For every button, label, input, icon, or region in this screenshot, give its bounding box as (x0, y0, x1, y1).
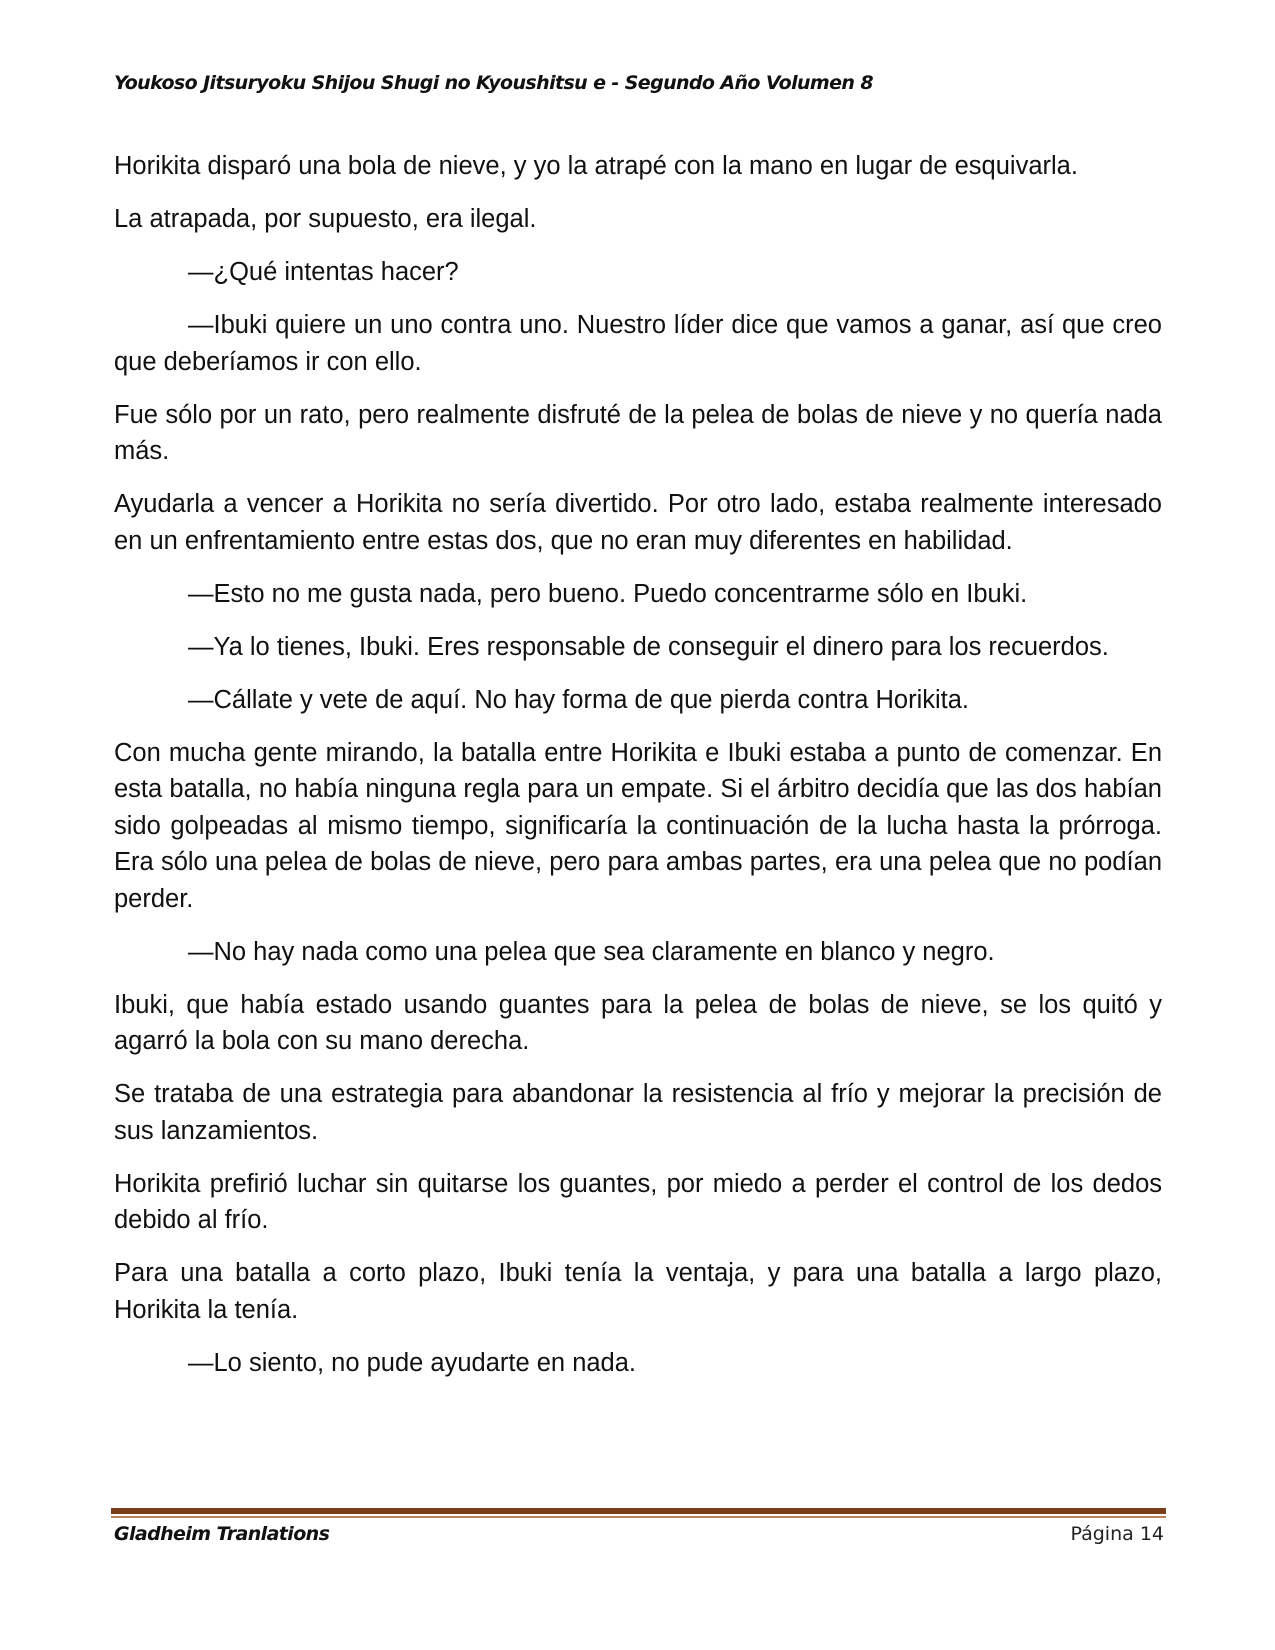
page-label: Página (1070, 1523, 1134, 1545)
footer-rule-thin (111, 1516, 1166, 1518)
footer-credit: Gladheim Tranlations (114, 1523, 330, 1545)
dialogue-paragraph: —Cállate y vete de aquí. No hay forma de que pierda contra Horikita. (188, 685, 969, 714)
dialogue-paragraph: —Ibuki quiere un uno contra uno. Nuestro líder dice que vamos a ganar, así que creo que deberíamos ir con ello. (114, 311, 1162, 376)
paragraph: Fue sólo por un rato, pero realmente disfruté de la pelea de bolas de nieve y no quería nada más. (114, 400, 1162, 465)
paragraph: Ibuki, que había estado usando guantes para la pelea de bolas de nieve, se los quitó y agarró la bola con su mano derecha. (114, 990, 1162, 1055)
paragraph: Con mucha gente mirando, la batalla entre Horikita e Ibuki estaba a punto de comenzar. En esta batalla, no había ninguna regla para un empate. Si el árbitro decidía que las dos habían sido golpeadas al mismo tiempo, significaría la continuación de la lucha hasta la prórroga. Era sólo una pelea de bolas de nieve, pero para ambas partes, era una pelea que no podían perder. (114, 738, 1162, 913)
page-number (1070, 1523, 1164, 1545)
paragraph: Se trataba de una estrategia para abandonar la resistencia al frío y mejorar la precisión de sus lanzamientos. (114, 1080, 1162, 1145)
page-number-value: 14 (1139, 1523, 1164, 1545)
dialogue-paragraph: —¿Qué intentas hacer? (188, 258, 459, 286)
paragraph: Horikita prefirió luchar sin quitarse los guantes, por miedo a perder el control de los dedos debido al frío. (114, 1169, 1162, 1234)
running-header: Youkoso Jitsuryoku Shijou Shugi no Kyoushitsu e - Segundo Año Volumen 8 (114, 72, 873, 94)
paragraph: Horikita disparó una bola de nieve, y yo la atrapé con la mano en lugar de esquivarla. (114, 152, 1078, 180)
dialogue-paragraph: —No hay nada como una pelea que sea claramente en blanco y negro. (188, 937, 995, 966)
page-body (114, 148, 1162, 1398)
paragraph: Ayudarla a vencer a Horikita no sería divertido. Por otro lado, estaba realmente interesado en un enfrentamiento entre estas dos, que no eran muy diferentes en habilidad. (114, 490, 1162, 555)
dialogue-paragraph: —Lo siento, no pude ayudarte en nada. (188, 1348, 637, 1377)
footer-rule-thick (111, 1508, 1166, 1514)
dialogue-paragraph: —Esto no me gusta nada, pero bueno. Puedo concentrarme sólo en Ibuki. (188, 579, 1028, 608)
paragraph: La atrapada, por supuesto, era ilegal. (114, 205, 537, 233)
dialogue-paragraph: —Ya lo tienes, Ibuki. Eres responsable de conseguir el dinero para los recuerdos. (188, 632, 1109, 661)
paragraph: Para una batalla a corto plazo, Ibuki tenía la ventaja, y para una batalla a largo plazo, Horikita la tenía. (114, 1259, 1162, 1324)
